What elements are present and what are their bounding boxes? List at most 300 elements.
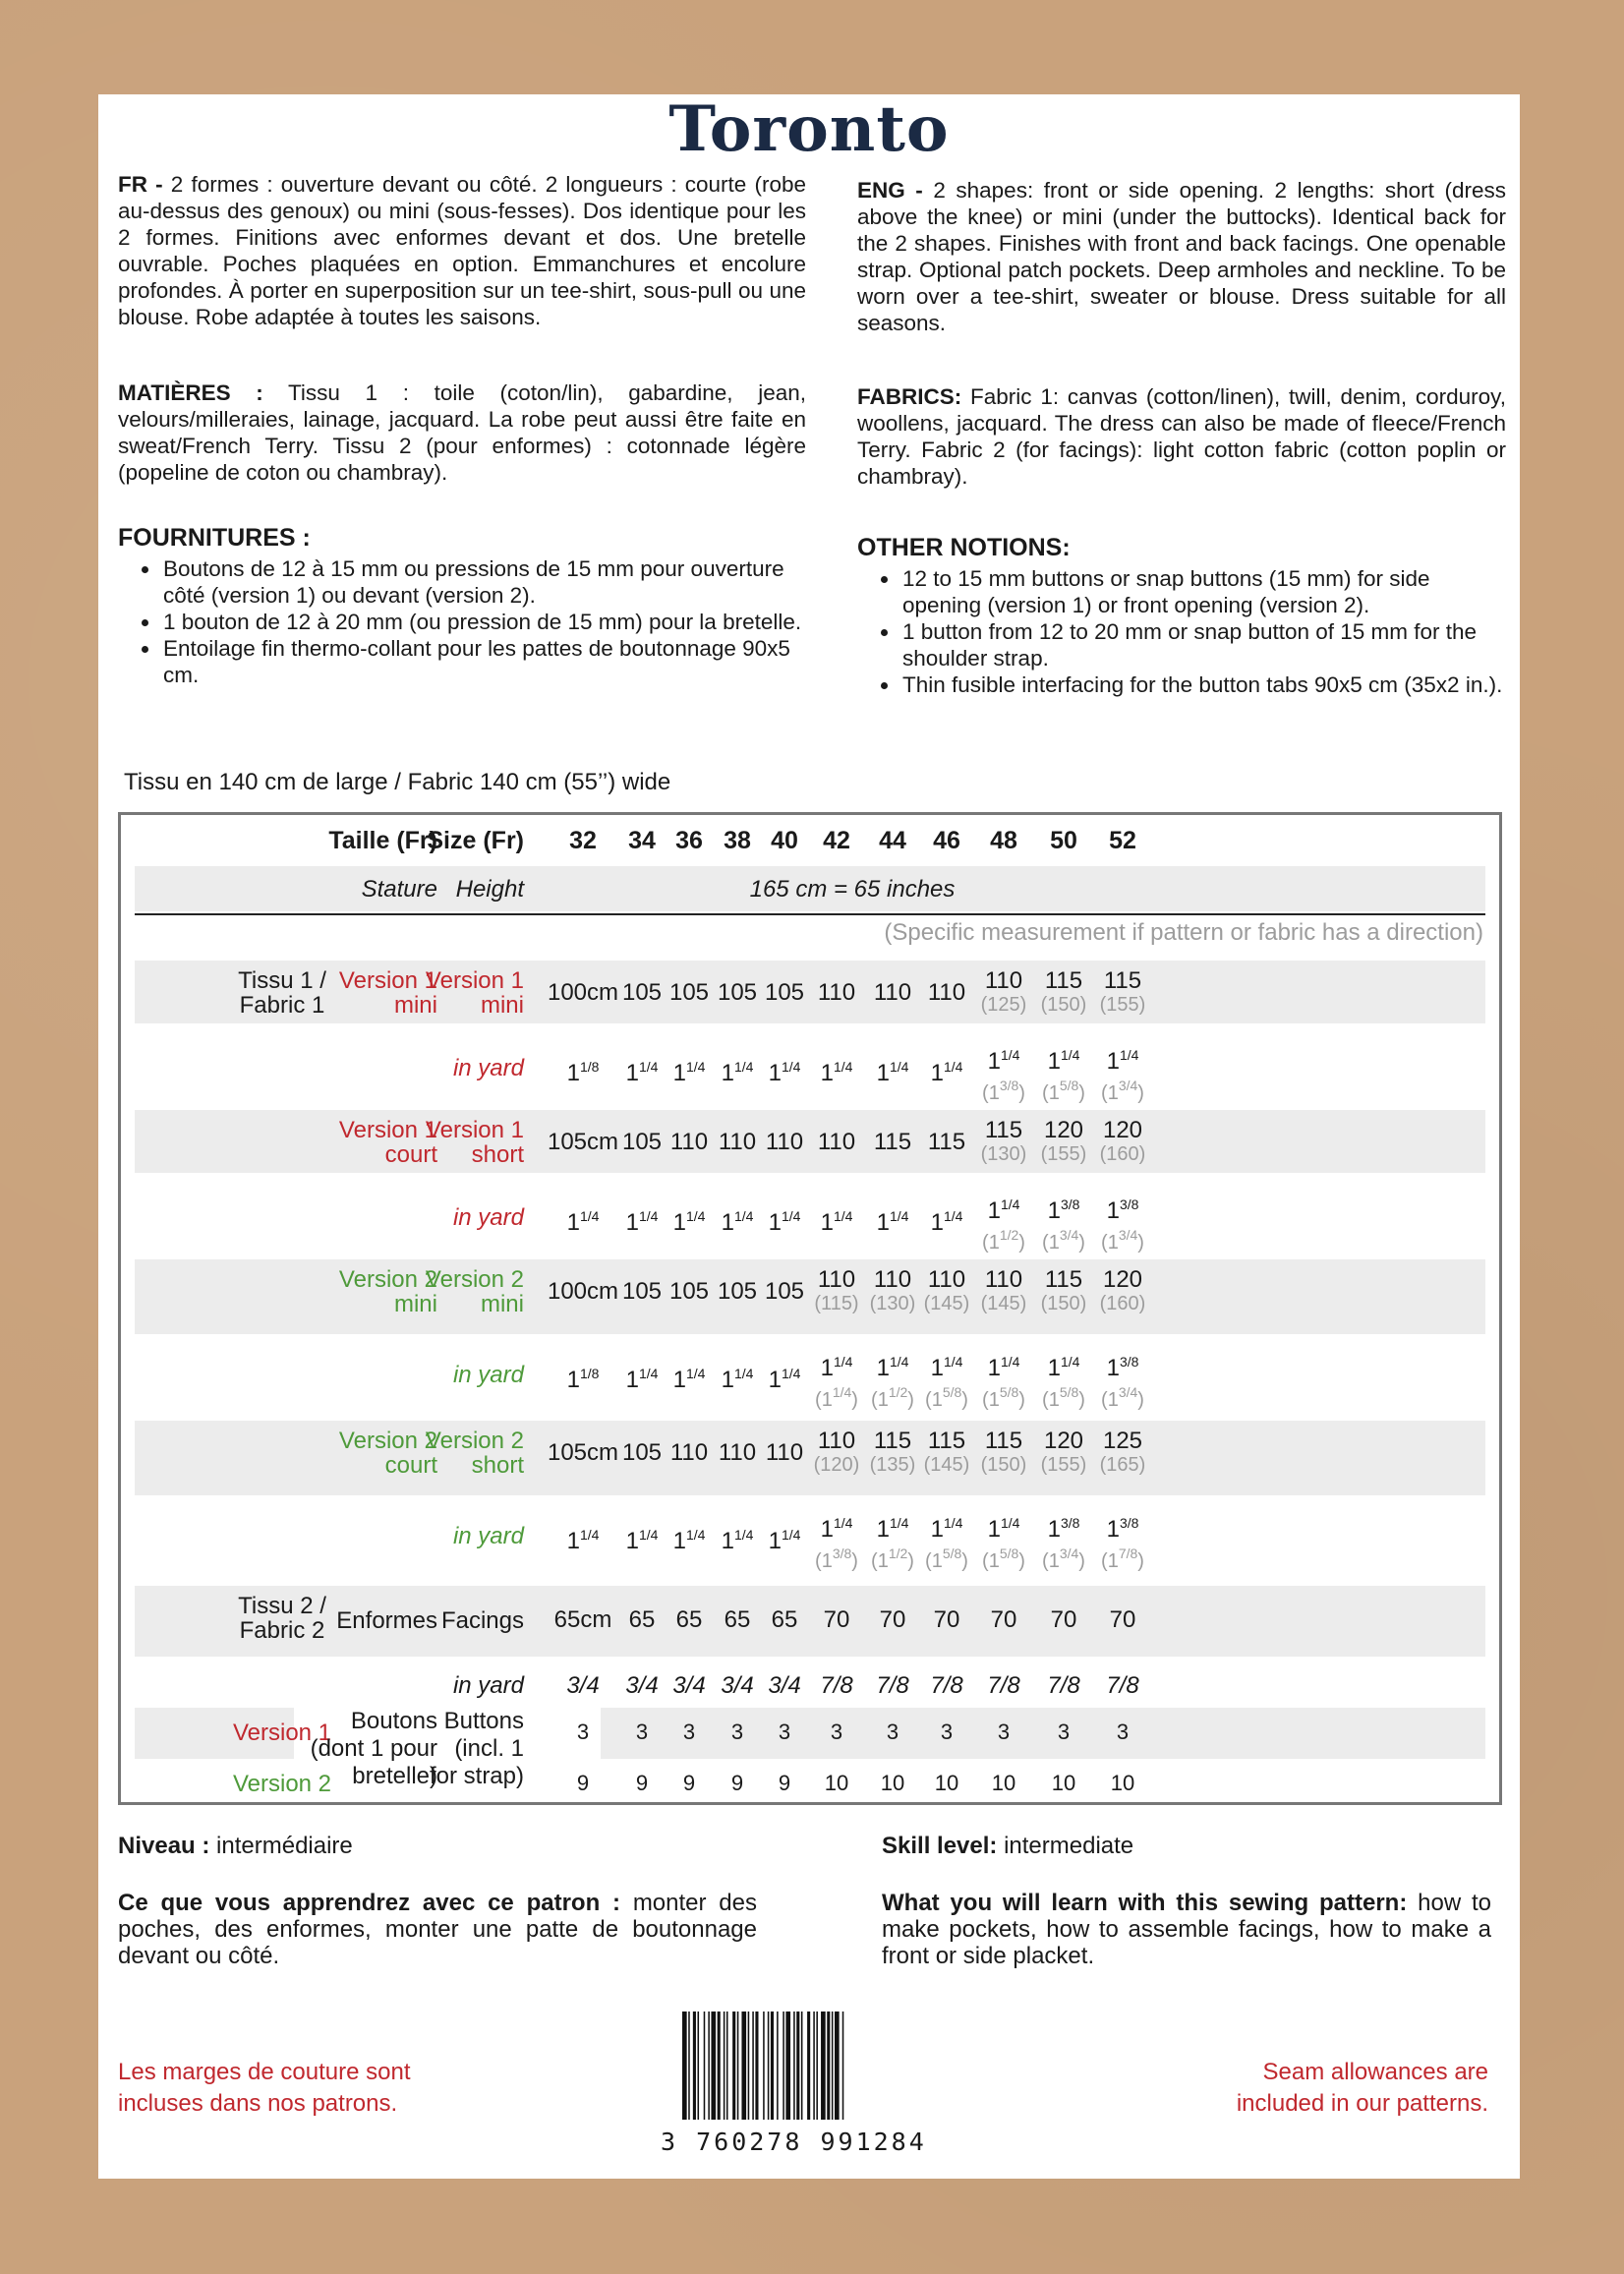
v2-mini-yd: [722, 1362, 754, 1392]
barcode-bar: [726, 2012, 728, 2120]
v1-court-cm-value: 110: [765, 1129, 804, 1155]
facings-yd: 7/8: [930, 1672, 963, 1699]
v2-court-yd-value: $1^{3/8}$: [1106, 1515, 1139, 1543]
fraction: 1/4: [1119, 1047, 1139, 1063]
fr-notions: [118, 525, 806, 688]
v1-mini-cm-direction-value: (150): [1040, 994, 1087, 1016]
v2-court-yd: [815, 1511, 858, 1574]
fr-notions-list: [118, 555, 806, 688]
fraction: 1/8: [579, 1366, 600, 1381]
v1-court-yd-direction-value: $(1^{3/4})$: [1101, 1227, 1144, 1254]
v1-court-cm-direction-value: (160): [1099, 1143, 1146, 1165]
v1-court-cm-direction-value: (155): [1040, 1143, 1087, 1165]
learn-en-label: What you will learn with this sewing pattern:: [882, 1890, 1408, 1916]
en-intro-label: ENG -: [857, 178, 923, 203]
fraction: 1/4: [833, 1059, 853, 1075]
v2-mini-cm: [1041, 1267, 1087, 1316]
fr-notion-item: • Entoilage fin thermo-collant pour les pattes de boutonnage 90x5 cm.: [161, 635, 806, 688]
v2-mini-yd-value: $1^{1/4}$: [1047, 1354, 1080, 1381]
v2-court-yd: [871, 1511, 914, 1574]
seam-allowance-en: Seam allowances are included in our patterns.: [1236, 2059, 1488, 2117]
v2-mini-yd-direction-value: $(1^{5/8})$: [925, 1384, 968, 1411]
v2-court-yd-direction-value: $(1^{5/8})$: [982, 1545, 1025, 1572]
v2-mini-cm: [870, 1267, 916, 1316]
buttons-v2-value: 10: [880, 1771, 905, 1795]
barcode-bar: [755, 2012, 758, 2120]
v2-mini-yd: [1101, 1350, 1144, 1413]
v2-mini-cm-value: 110: [817, 1266, 856, 1293]
buttons-v2-value: 9: [576, 1771, 590, 1795]
v2-mini-yd-direction-value: $(1^{5/8})$: [1042, 1384, 1085, 1411]
v2-mini-cm: [765, 1279, 804, 1304]
fraction: 1/4: [685, 1208, 706, 1224]
v1-mini-label-fr: Version 1 mini: [338, 967, 437, 1019]
v1-mini-cm-value: 105: [668, 979, 710, 1006]
v2-mini-cm: [548, 1279, 618, 1304]
barcode-bar: [768, 2012, 770, 2120]
facings-yd: 7/8: [987, 1672, 1020, 1699]
barcode-bar: [842, 2012, 844, 2120]
v2-court-yd: [1101, 1511, 1144, 1574]
size-header: 44: [879, 827, 906, 854]
learn-fr: [118, 1890, 757, 1969]
v1-court-cm: [622, 1130, 662, 1154]
facings-yd: 7/8: [820, 1672, 853, 1699]
fraction: 3/8: [1060, 1515, 1080, 1531]
fraction: 3/8: [999, 1078, 1019, 1093]
buttons-v1-value: 3: [576, 1720, 590, 1744]
barcode-bar: [777, 2012, 779, 2120]
en-notions: [857, 535, 1506, 698]
v1-mini-yd-value: $1^{1/4}$: [820, 1059, 853, 1086]
v2-court-cm-value: 120: [1043, 1428, 1084, 1454]
v1-mini-cm-value: 110: [873, 979, 912, 1006]
v2-mini-cm: [718, 1279, 757, 1304]
v1-mini-yd: [626, 1055, 659, 1085]
facings-cm-value: 70: [990, 1606, 1017, 1633]
facings-cm-value: 70: [823, 1606, 850, 1633]
v2-court-cm: [670, 1440, 708, 1465]
barcode-bar: [832, 2012, 834, 2120]
v2-court-yd-direction-value: $(1^{3/4})$: [1042, 1545, 1085, 1572]
v2-mini-cm: [669, 1279, 709, 1304]
v1-court-cm: [874, 1130, 911, 1154]
v2-court-cm-value: 115: [984, 1428, 1023, 1454]
fraction: 1/4: [733, 1527, 754, 1543]
facings-cm-value: 65: [628, 1606, 656, 1633]
v1-mini-yd: [567, 1055, 600, 1085]
barcode-bar: [688, 2012, 690, 2120]
v1-mini-cm: [818, 980, 855, 1005]
facings-cm: [629, 1607, 656, 1632]
v1-mini-yd-value: $1^{1/4}$: [721, 1059, 754, 1086]
barcode-bar: [737, 2012, 739, 2120]
facings-cm: [880, 1607, 906, 1632]
v1-mini-yard-label: in yard: [452, 1055, 524, 1081]
v2-court-label-fr: Version 2 court: [338, 1428, 437, 1479]
fraction: 1/4: [781, 1059, 801, 1075]
v2-mini-yd: [769, 1362, 801, 1392]
buttons-v1-value: 3: [997, 1720, 1011, 1744]
buttons-v2-value: 9: [635, 1771, 649, 1795]
v1-court-cm: [1041, 1118, 1087, 1167]
buttons-v1-value: 3: [830, 1720, 843, 1744]
v1-court-cm-direction-value: (130): [980, 1143, 1027, 1165]
facings-fr: Enformes: [336, 1607, 437, 1634]
buttons-v2-value: 9: [682, 1771, 696, 1795]
v1-court-cm: [766, 1130, 803, 1154]
v1-court-yd-value: $1^{3/8}$: [1047, 1196, 1080, 1224]
v2-mini-cm: [981, 1267, 1027, 1316]
fraction: 1/4: [1060, 1047, 1080, 1063]
fraction: 3/8: [832, 1545, 852, 1561]
fraction: 1/4: [781, 1208, 801, 1224]
barcode-bar: [793, 2012, 795, 2120]
v1-mini-cm-value: 100cm: [547, 979, 619, 1006]
facings-cm-value: 65: [724, 1606, 751, 1633]
v2-court-yd-value: $1^{1/4}$: [566, 1527, 600, 1554]
v1-mini-yd-direction-value: $(1^{5/8})$: [1042, 1078, 1085, 1104]
v1-court-cm: [719, 1130, 756, 1154]
v2-court-yd: [982, 1511, 1025, 1574]
v2-court-cm: [924, 1429, 970, 1478]
buttons-v1-value: 3: [1057, 1720, 1071, 1744]
barcode-bar: [796, 2012, 799, 2120]
v2-mini-yd-value: $1^{1/4}$: [625, 1366, 659, 1393]
v2-mini-cm-value: 105: [621, 1278, 663, 1305]
facings-cm-value: 70: [1050, 1606, 1077, 1633]
fraction: 3/8: [1060, 1196, 1080, 1212]
facings-yard-label: in yard: [452, 1672, 524, 1699]
v2-court-yd-value: $1^{1/4}$: [820, 1515, 853, 1543]
buttons-v2-label: Version 2: [232, 1771, 332, 1797]
v1-court-cm: [818, 1130, 855, 1154]
fraction: 3/4: [1118, 1078, 1138, 1093]
fraction: 1/4: [833, 1515, 853, 1531]
v1-court-label-fr: Version 1 court: [338, 1117, 437, 1168]
v1-mini-yd: [982, 1043, 1025, 1106]
v2-court-cm-value: 105cm: [547, 1439, 619, 1466]
fraction: 1/4: [889, 1354, 909, 1370]
v2-court-cm-direction-value: (145): [923, 1454, 970, 1476]
fraction: 1/4: [781, 1527, 801, 1543]
facings-cm-value: 65: [675, 1606, 703, 1633]
v2-court-cm: [814, 1429, 860, 1478]
v1-mini-yd: [877, 1055, 909, 1085]
fraction: 5/8: [999, 1384, 1019, 1400]
v2-court-yd: [1042, 1511, 1085, 1574]
v2-court-cm-value: 105: [621, 1439, 663, 1466]
learn-en-text: how to make pockets, how to assemble facings, how to make a front or side placket.: [882, 1890, 1492, 1969]
v1-mini-cm: [622, 980, 662, 1005]
fraction: 5/8: [999, 1545, 1019, 1561]
stature-en: Height: [455, 876, 524, 903]
buttons-v2-value: 9: [778, 1771, 791, 1795]
buttons-v1-value: 3: [1116, 1720, 1130, 1744]
v2-mini-yd-value: $1^{3/8}$: [1106, 1354, 1139, 1381]
buttons-en: Buttons (incl. 1 for strap): [429, 1708, 524, 1789]
v1-court-cm-value: 105cm: [547, 1129, 619, 1155]
v2-mini-cm-value: 110: [873, 1266, 912, 1293]
v1-court-row-bg: [135, 1110, 1485, 1173]
fraction: 1/4: [943, 1059, 963, 1075]
en-notion-item: • 12 to 15 mm buttons or snap buttons (15 mm) for side opening (version 1) or front opening (version 2).: [900, 565, 1506, 618]
v2-mini-label-fr: Version 2 mini: [338, 1266, 437, 1317]
v2-mini-yd-value: $1^{1/4}$: [930, 1354, 963, 1381]
fr-fabrics-text: Tissu 1 : toile (coton/lin), gabardine, jean, velours/milleraies, lainage, jacquard. La robe peut aussi être faite en sweat/French Terry. Tissu 2 (pour enformes) : cotonnade légère (popeline de coton ou chambray).: [118, 380, 806, 485]
v2-mini-yd-direction-value: $(1^{5/8})$: [982, 1384, 1025, 1411]
buttons-v1-label: Version 1: [232, 1720, 332, 1746]
tissu1-label: Tissu 1 / Fabric 1: [238, 967, 326, 1019]
v2-mini-cm-direction-value: (115): [814, 1293, 859, 1314]
v1-court-yd: [1042, 1193, 1085, 1255]
v2-court-cm-direction-value: (155): [1040, 1454, 1087, 1476]
barcode-bar: [748, 2012, 750, 2120]
v1-court-yd-value: $1^{1/4}$: [987, 1196, 1020, 1224]
v2-mini-cm-direction-value: (130): [869, 1293, 916, 1314]
fraction: 1/2: [888, 1545, 908, 1561]
facings-cm: [725, 1607, 751, 1632]
fraction: 1/4: [733, 1366, 754, 1381]
v1-mini-yd-value: $1^{1/4}$: [987, 1047, 1020, 1075]
tissu2-label: Tissu 2 / Fabric 2: [238, 1593, 326, 1644]
facings-cm: [772, 1607, 798, 1632]
level-en: [882, 1833, 1511, 1859]
v1-court-yd-value: $1^{1/4}$: [672, 1208, 706, 1236]
v1-court-yd: [877, 1204, 909, 1235]
v2-court-yd: [769, 1523, 801, 1553]
fraction: 3/4: [1059, 1227, 1079, 1243]
v1-court-yd: [821, 1204, 853, 1235]
v1-court-cm: [670, 1130, 708, 1154]
v2-mini-cm-value: 115: [1044, 1266, 1083, 1293]
v1-court-yd: [673, 1204, 706, 1235]
v2-mini-cm-value: 105: [764, 1278, 805, 1305]
fraction: 1/4: [638, 1059, 659, 1075]
v2-court-yd-value: $1^{1/4}$: [625, 1527, 659, 1554]
v2-mini-yd: [815, 1350, 858, 1413]
level-en-value: intermediate: [1004, 1833, 1134, 1859]
v1-mini-cm-value: 110: [817, 979, 856, 1006]
v2-court-yd-value: $1^{1/4}$: [768, 1527, 801, 1554]
buttons-fr: Boutons (dont 1 pour bretelle): [310, 1708, 437, 1789]
fraction: 1/4: [1000, 1196, 1020, 1212]
fraction: 1/8: [579, 1059, 600, 1075]
v2-mini-yd-direction-value: $(1^{1/4})$: [815, 1384, 858, 1411]
v2-court-cm-value: 110: [817, 1428, 856, 1454]
v1-court-yd-value: $1^{1/4}$: [820, 1208, 853, 1236]
v2-court-cm-value: 110: [765, 1439, 804, 1466]
v2-mini-cm-value: 120: [1102, 1266, 1143, 1293]
size-header: 32: [569, 827, 597, 854]
v1-mini-cm: [718, 980, 757, 1005]
barcode: [680, 2012, 948, 2129]
fr-intro-text: 2 formes : ouverture devant ou côté. 2 longueurs : courte (robe au-dessus des genoux) ou mini (sous-fesses). Dos identique pour les 2 formes. Finitions avec enformes devant et dos. Une bretelle ouvrable. Poches plaquées en option. Emmanchures et encolure profondes. À porter en superposition sur un tee-shirt, sous-pull ou une blouse. Robe adaptée à toutes les saisons.: [118, 172, 806, 329]
facings-cm: [991, 1607, 1017, 1632]
v1-mini-row-bg: [135, 961, 1485, 1023]
fraction: 1/4: [733, 1208, 754, 1224]
fraction: 5/8: [1059, 1384, 1079, 1400]
seam-allowance-fr: Les marges de couture sont incluses dans nos patrons.: [118, 2059, 411, 2117]
fraction: 3/4: [1118, 1227, 1138, 1243]
v1-court-yd-value: $1^{1/4}$: [566, 1208, 600, 1236]
barcode-bar: [783, 2012, 784, 2120]
v1-court-yd: [1101, 1193, 1144, 1255]
barcode-bar: [711, 2012, 716, 2120]
v1-court-yd-direction-value: $(1^{3/4})$: [1042, 1227, 1085, 1254]
level-fr: [118, 1833, 806, 1859]
fraction: 3/4: [1059, 1545, 1079, 1561]
buttons-v1-value: 3: [940, 1720, 954, 1744]
v1-court-yd: [931, 1204, 963, 1235]
v1-court-cm-value: 110: [718, 1129, 757, 1155]
v2-mini-yd: [626, 1362, 659, 1392]
v1-court-yd-value: $1^{1/4}$: [721, 1208, 754, 1236]
v2-court-cm-value: 115: [873, 1428, 912, 1454]
v1-mini-cm-value: 115: [1103, 967, 1142, 994]
size-header: 34: [628, 827, 656, 854]
v2-court-yd-direction-value: $(1^{5/8})$: [925, 1545, 968, 1572]
v1-mini-yd-direction-value: $(1^{3/8})$: [982, 1078, 1025, 1104]
size-header: 36: [675, 827, 703, 854]
fr-intro: [118, 171, 806, 330]
v1-court-yd-value: $1^{3/8}$: [1106, 1196, 1139, 1224]
v2-court-cm-value: 110: [669, 1439, 709, 1466]
en-intro-text: 2 shapes: front or side opening. 2 lengths: short (dress above the knee) or mini (under the buttocks). Identical back for the 2 shapes. Finishes with front and back facings. One openable strap. Optional patch pockets. Deep armholes and neckline. To be worn over a tee-shirt, sweater or blouse. Dress suitable for all seasons.: [857, 178, 1506, 335]
level-en-label: Skill level:: [882, 1833, 998, 1859]
v2-mini-yd-direction-value: $(1^{3/4})$: [1101, 1384, 1144, 1411]
v2-court-row-bg: [135, 1421, 1485, 1495]
barcode-bar: [708, 2012, 710, 2120]
fraction: 1/4: [1060, 1354, 1080, 1370]
barcode-bar: [752, 2012, 754, 2120]
facings-cm-value: 65cm: [553, 1606, 612, 1633]
barcode-bar: [732, 2012, 735, 2120]
barcode-bar: [785, 2012, 790, 2120]
v1-court-yd-value: $1^{1/4}$: [930, 1208, 963, 1236]
v1-mini-yd-value: $1^{1/4}$: [876, 1059, 909, 1086]
page-title: Toronto: [668, 92, 950, 166]
buttons-v2-value: 10: [1110, 1771, 1135, 1795]
v1-court-cm-value: 115: [927, 1129, 966, 1155]
v1-mini-cm: [765, 980, 804, 1005]
fraction: 1/4: [833, 1208, 853, 1224]
fraction: 3/4: [1118, 1384, 1138, 1400]
fr-intro-label: FR -: [118, 172, 163, 197]
fr-notion-item: • 1 bouton de 12 à 20 mm (ou pression de 15 mm) pour la bretelle.: [161, 609, 806, 635]
v1-mini-cm: [874, 980, 911, 1005]
size-header: 52: [1109, 827, 1136, 854]
buttons-v2-value: 10: [824, 1771, 849, 1795]
fraction: 1/4: [943, 1208, 963, 1224]
buttons-v2-value: 9: [730, 1771, 744, 1795]
fraction: 1/4: [685, 1366, 706, 1381]
v1-court-cm-value: 110: [817, 1129, 856, 1155]
fraction: 7/8: [1118, 1545, 1138, 1561]
fraction: 5/8: [942, 1545, 962, 1561]
barcode-bar: [698, 2012, 700, 2120]
stature-fr: Stature: [361, 876, 437, 903]
barcode-bar: [771, 2012, 774, 2120]
facings-en: Facings: [440, 1607, 524, 1634]
v1-court-yd-value: $1^{1/4}$: [625, 1208, 659, 1236]
v2-mini-cm-value: 110: [927, 1266, 966, 1293]
fraction: 3/8: [1119, 1354, 1139, 1370]
facings-cm: [1051, 1607, 1077, 1632]
fraction: 1/4: [832, 1384, 852, 1400]
v2-court-cm: [1041, 1429, 1087, 1478]
v2-mini-cm-value: 105: [668, 1278, 710, 1305]
v2-mini-cm-direction-value: (150): [1040, 1293, 1087, 1314]
fraction: 1/4: [733, 1059, 754, 1075]
facings-yd: 3/4: [672, 1672, 706, 1699]
v1-court-cm: [928, 1130, 965, 1154]
barcode-bar: [724, 2012, 725, 2120]
v1-mini-cm-value: 105: [764, 979, 805, 1006]
en-fabrics-label: FABRICS:: [857, 384, 962, 409]
v1-court-yd: [567, 1204, 600, 1235]
v2-court-cm: [766, 1440, 803, 1465]
v2-mini-yd-value: $1^{1/4}$: [672, 1366, 706, 1393]
v1-court-cm-value: 120: [1102, 1117, 1143, 1143]
v1-mini-cm: [548, 980, 618, 1005]
v2-court-yd-value: $1^{1/4}$: [987, 1515, 1020, 1543]
v2-mini-yd: [871, 1350, 914, 1413]
v1-mini-cm-direction-value: (125): [980, 994, 1027, 1016]
barcode-bar: [763, 2012, 765, 2120]
v1-mini-cm-direction-value: (155): [1099, 994, 1146, 1016]
v1-court-yd-value: $1^{1/4}$: [768, 1208, 801, 1236]
v1-court-cm: [548, 1130, 618, 1154]
buttons-v1-value: 3: [778, 1720, 791, 1744]
v2-court-yard-label: in yard: [452, 1523, 524, 1549]
v2-mini-yd-value: $1^{1/4}$: [987, 1354, 1020, 1381]
barcode-bar: [827, 2012, 830, 2120]
v2-mini-row-bg: [135, 1259, 1485, 1334]
v2-court-cm: [719, 1440, 756, 1465]
fr-fabrics-label: MATIÈRES :: [118, 380, 263, 405]
fraction: 1/4: [833, 1354, 853, 1370]
fraction: 1/2: [888, 1384, 908, 1400]
buttons-v1-value: 3: [682, 1720, 696, 1744]
v2-mini-yd: [982, 1350, 1025, 1413]
v2-court-cm-direction-value: (165): [1099, 1454, 1146, 1476]
fraction: 1/4: [685, 1059, 706, 1075]
v1-mini-cm-value: 110: [984, 967, 1023, 994]
v1-court-cm: [1100, 1118, 1146, 1167]
v1-mini-yd-direction-value: $(1^{3/4})$: [1101, 1078, 1144, 1104]
facings-yd: 3/4: [625, 1672, 659, 1699]
v1-mini-yd: [931, 1055, 963, 1085]
facings-cm-value: 70: [933, 1606, 960, 1633]
facings-yd: 7/8: [1106, 1672, 1139, 1699]
v2-mini-yard-label: in yard: [452, 1362, 524, 1388]
v1-court-label-en: Version 1 short: [425, 1117, 524, 1168]
barcode-bar: [801, 2012, 803, 2120]
fraction: 1/4: [943, 1515, 963, 1531]
en-notions-list: [857, 565, 1506, 698]
facings-yd: 3/4: [768, 1672, 801, 1699]
v1-court-yd-direction-value: $(1^{1/2})$: [982, 1227, 1025, 1254]
yardage-table: [118, 812, 1502, 1805]
v1-mini-cm-value: 110: [927, 979, 966, 1006]
v2-mini-yd-value: $1^{1/8}$: [566, 1366, 600, 1393]
fraction: 1/4: [889, 1515, 909, 1531]
buttons-v1-value: 3: [730, 1720, 744, 1744]
v1-mini-yd-value: $1^{1/4}$: [930, 1059, 963, 1086]
v2-court-yd-direction-value: $(1^{3/8})$: [815, 1545, 858, 1572]
v2-court-yd-value: $1^{3/8}$: [1047, 1515, 1080, 1543]
